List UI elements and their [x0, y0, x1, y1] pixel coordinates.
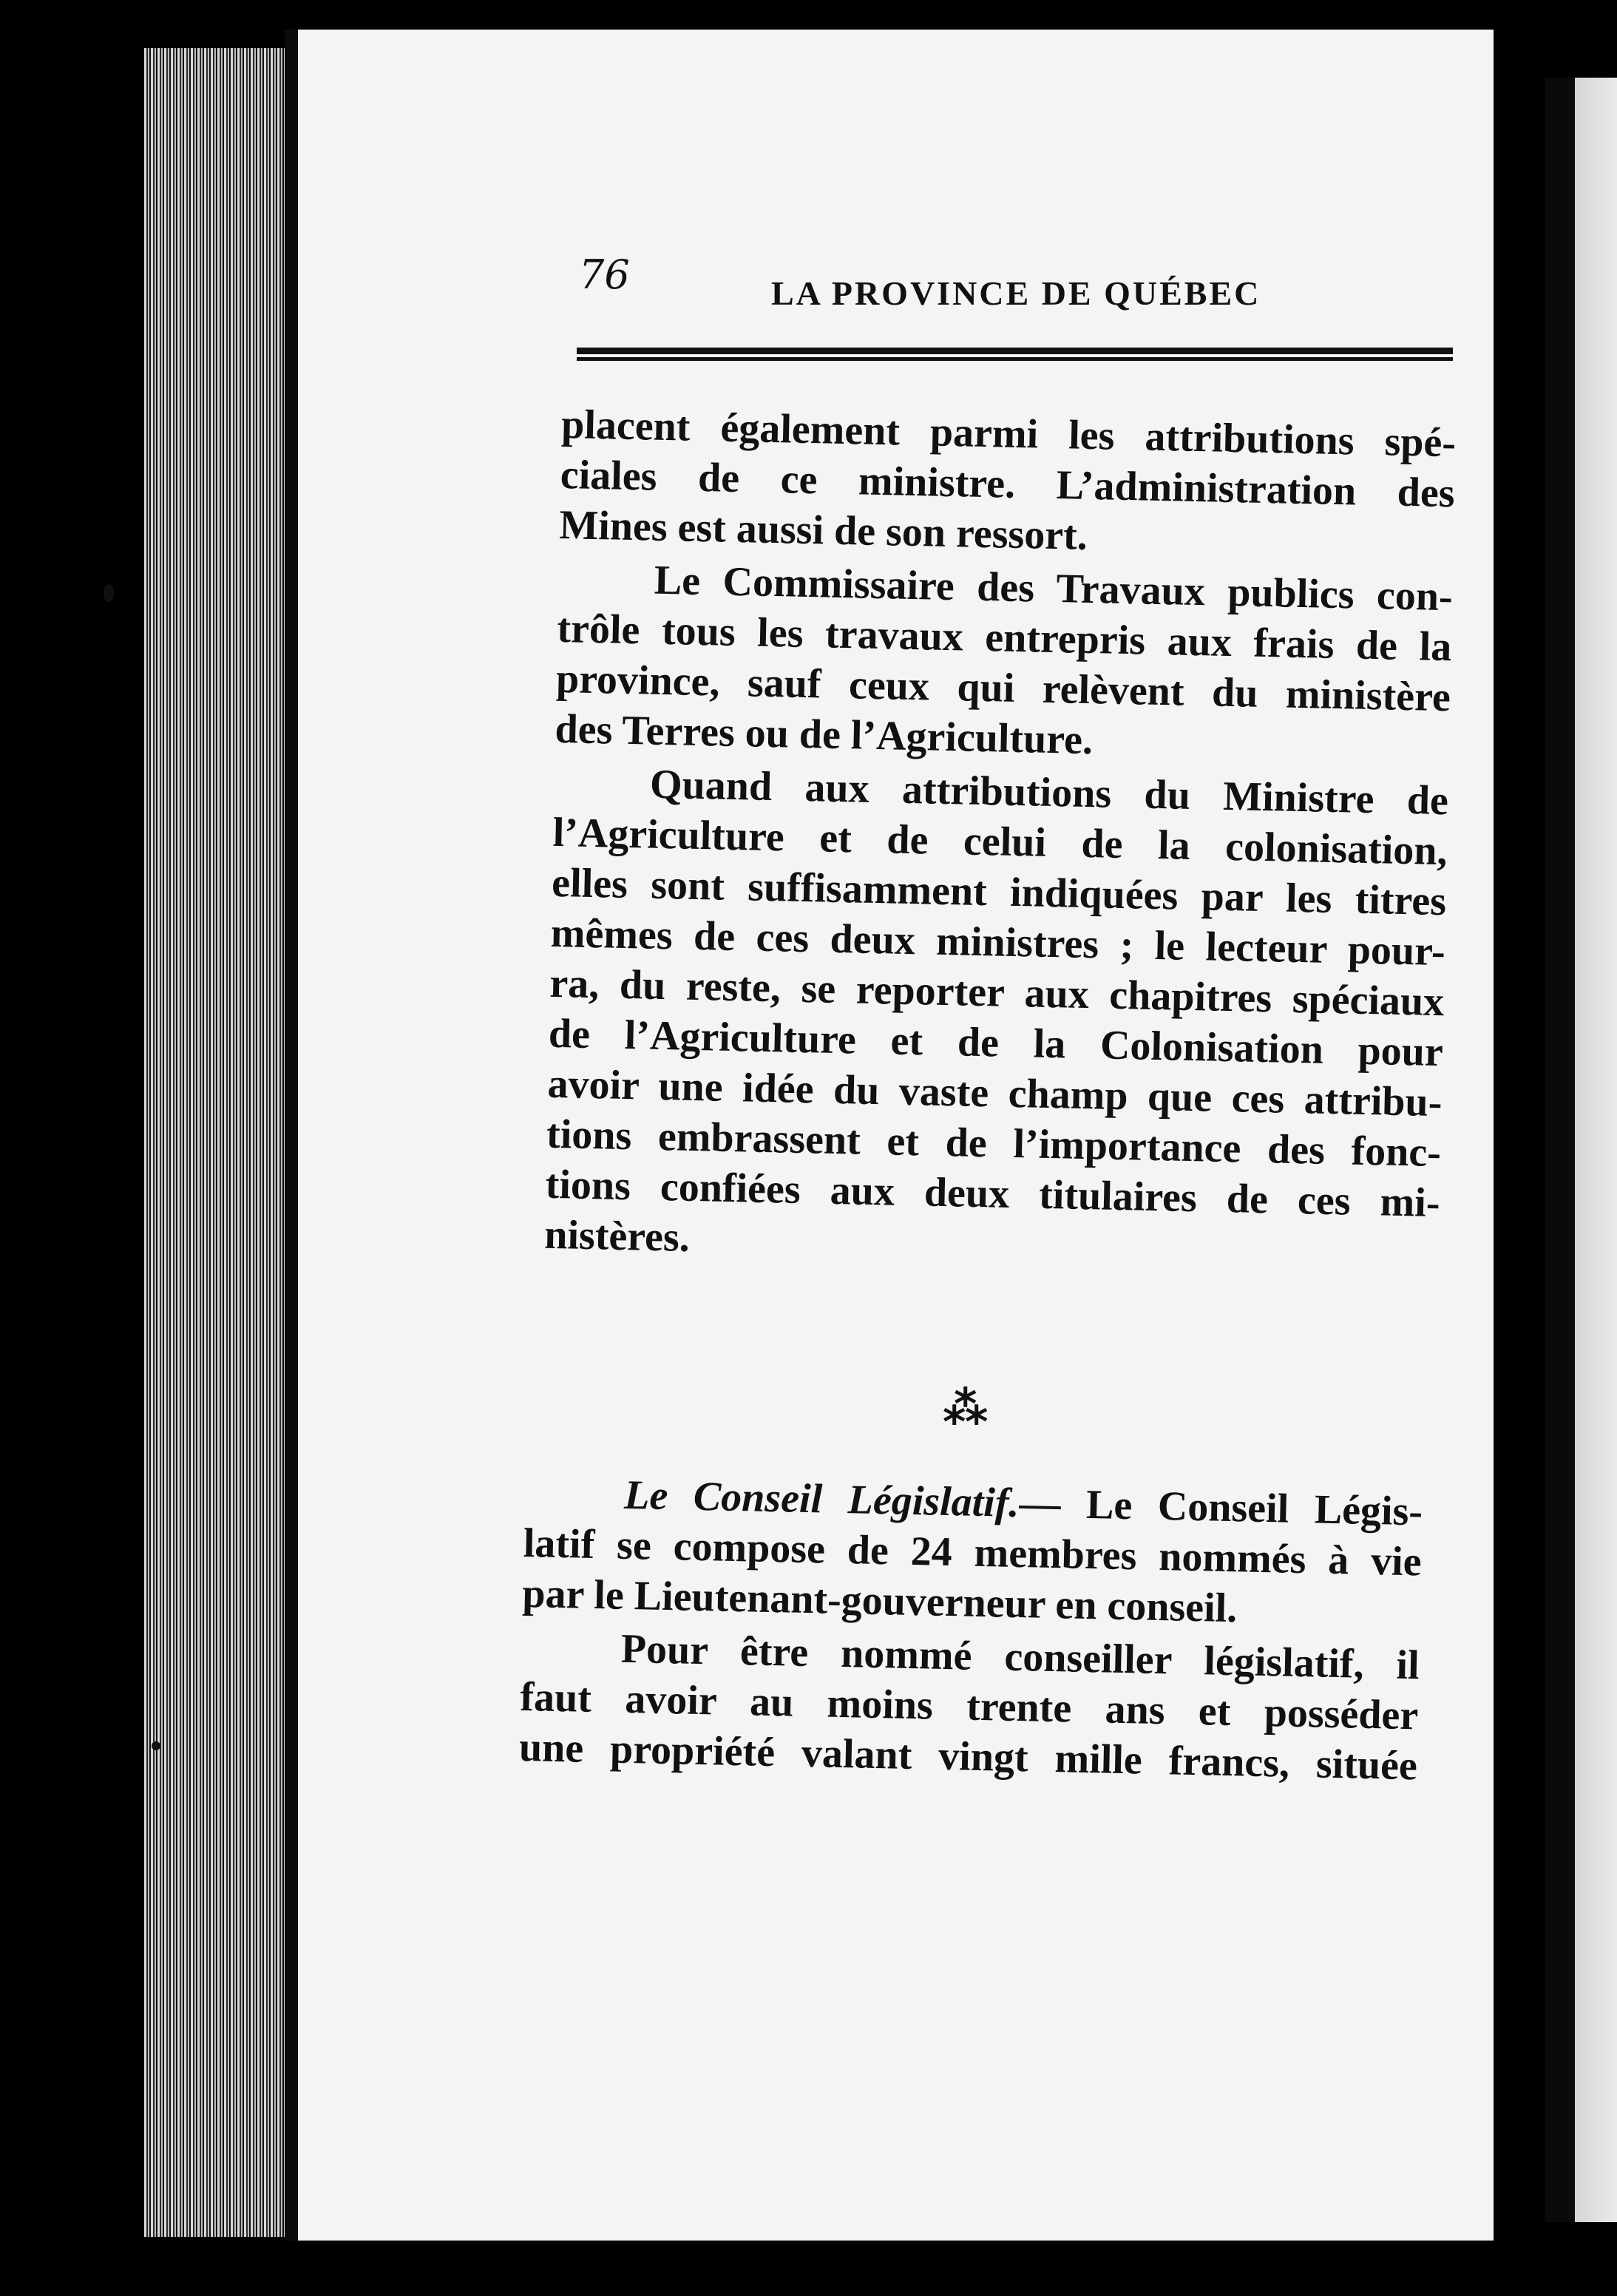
body-text	[544, 399, 1457, 1279]
text-line: une propriété valant vingt mille francs, située	[518, 1724, 1418, 1789]
text-line: elles sont suffisamment indiquées par les titres	[551, 859, 1447, 925]
book-gutter	[285, 30, 298, 2241]
text-line: faut avoir au moins trente ans et posséder	[519, 1673, 1419, 1739]
text-line: mêmes de ces deux ministres ; le lecteur pour-	[550, 910, 1446, 975]
text-line: ra, du reste, se reporter aux chapitres spéciaux	[549, 960, 1445, 1026]
text-line: trôle tous les travaux entrepris aux frais de la	[556, 605, 1452, 671]
book-page-edges	[144, 48, 285, 2237]
text-line: province, sauf ceux qui relèvent du ministère	[555, 655, 1451, 721]
header-rule-thin	[577, 357, 1453, 361]
margin-speck	[104, 584, 114, 602]
text-line: tions embrassent et de l’importance des fonc-	[546, 1111, 1442, 1176]
running-title: LA PROVINCE DE QUÉBEC	[771, 274, 1261, 312]
text-line: ciales de ce ministre. L’administration des	[560, 451, 1456, 517]
text-line: placent également parmi les attributions spé-	[560, 401, 1457, 467]
text-line: des Terres ou de l’Agriculture.	[555, 705, 1094, 764]
section-conseil-legislatif	[518, 1468, 1423, 1791]
text-line: Quand aux attributions du Ministre de	[649, 761, 1449, 824]
text-line: de l’Agriculture et de la Colonisation pour	[548, 1010, 1444, 1076]
running-head	[579, 251, 1451, 325]
margin-speck	[152, 1741, 160, 1750]
text-line: Mines est aussi de son ressort.	[558, 501, 1088, 559]
text-line: avoir une idée du vaste champ que ces attribu-	[546, 1060, 1443, 1126]
text-line: Pour être nommé conseiller législatif, il	[620, 1625, 1420, 1689]
section-heading: Le Conseil Législatif.	[623, 1472, 1020, 1527]
text-line: latif se compose de 24 membres nommés à vie	[523, 1520, 1423, 1585]
text-line: Le Commissaire des Travaux publics con-	[654, 557, 1454, 620]
page-number: 76	[579, 251, 630, 298]
header-double-rule	[577, 348, 1453, 364]
text-line: tions confiées aux deux titulaires de ces mi-	[545, 1161, 1441, 1227]
text-line: nistères.	[543, 1211, 691, 1261]
text-line: par le Lieutenant-gouverneur en conseil.	[521, 1570, 1238, 1632]
section-heading-rest: — Le Conseil Légis-	[1018, 1480, 1423, 1535]
header-rule-thick	[577, 348, 1453, 354]
asterism-text: ⁂	[943, 1383, 989, 1435]
next-page-edge	[1545, 78, 1617, 2222]
text-line: l’Agriculture et de celui de la colonisation,	[552, 809, 1448, 875]
